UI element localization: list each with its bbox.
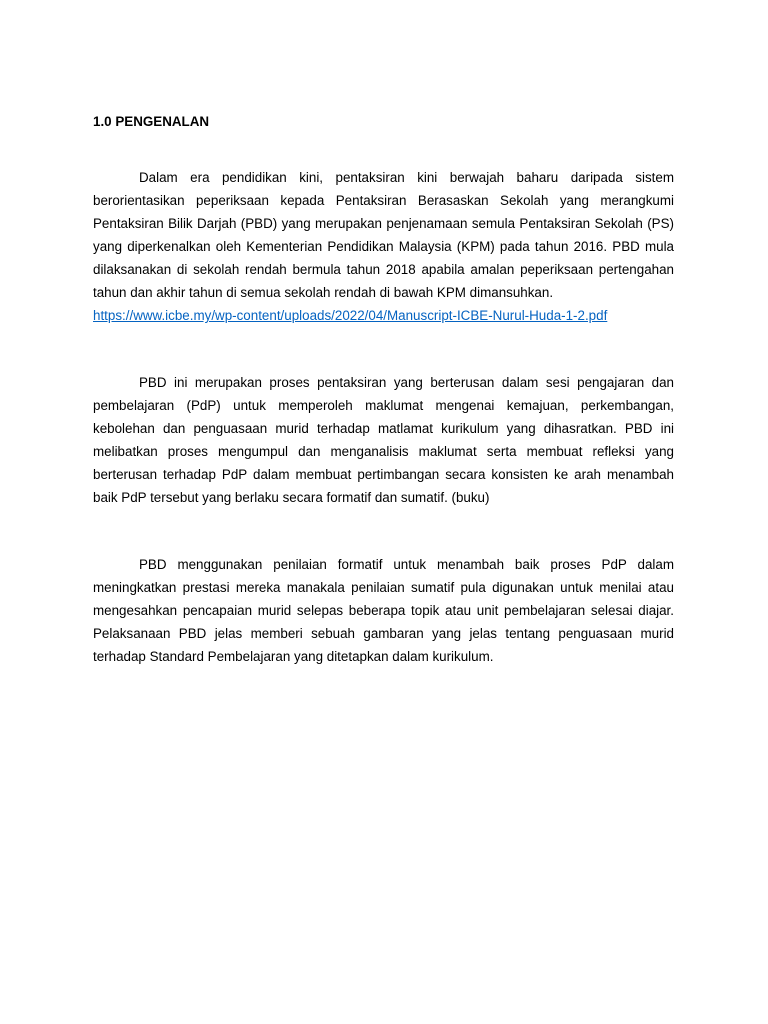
reference-link-line: [93, 304, 674, 327]
document-body: [93, 112, 674, 668]
section-heading: 1.0 PENGENALAN: [93, 114, 210, 129]
paragraph-assessment-types: PBD menggunakan penilaian formatif untuk menambah baik proses PdP dalam meningkatkan prestasi mereka manakala penilaian sumatif pula digunakan untuk menilai atau mengesahkan pencapaian murid selepas beberapa topik atau unit pembelajaran selesai diajar. Pelaksanaan PBD jelas memberi sebuah gambaran yang jelas tentang penguasaan murid terhadap Standard Pembelajaran yang ditetapkan dalam kurikulum.: [93, 557, 674, 664]
reference-link[interactable]: https://www.icbe.my/wp-content/uploads/2022/04/Manuscript-ICBE-Nurul-Huda-1-2.pdf: [93, 308, 608, 323]
paragraph-pbd-process: PBD ini merupakan proses pentaksiran yang berterusan dalam sesi pengajaran dan pembelajaran (PdP) untuk memperoleh maklumat mengenai kemajuan, perkembangan, kebolehan dan penguasaan murid terhadap matlamat kurikulum yang dihasratkan. PBD ini melibatkan proses mengumpul dan menganalisis maklumat serta membuat refleksi yang berterusan terhadap PdP dalam membuat pertimbangan secara konsisten ke arah menambah baik PdP tersebut yang berlaku secara formatif dan sumatif. (buku): [93, 375, 674, 505]
paragraph-introduction: Dalam era pendidikan kini, pentaksiran kini berwajah baharu daripada sistem berorientasikan peperiksaan kepada Pentaksiran Berasaskan Sekolah yang merangkumi Pentaksiran Bilik Darjah (PBD) yang merupakan penjenamaan semula Pentaksiran Sekolah (PS) yang diperkenalkan oleh Kementerian Pendidikan Malaysia (KPM) pada tahun 2016. PBD mula dilaksanakan di sekolah rendah bermula tahun 2018 apabila amalan peperiksaan pertengahan tahun dan akhir tahun di semua sekolah rendah di bawah KPM dimansuhkan.: [93, 170, 674, 300]
